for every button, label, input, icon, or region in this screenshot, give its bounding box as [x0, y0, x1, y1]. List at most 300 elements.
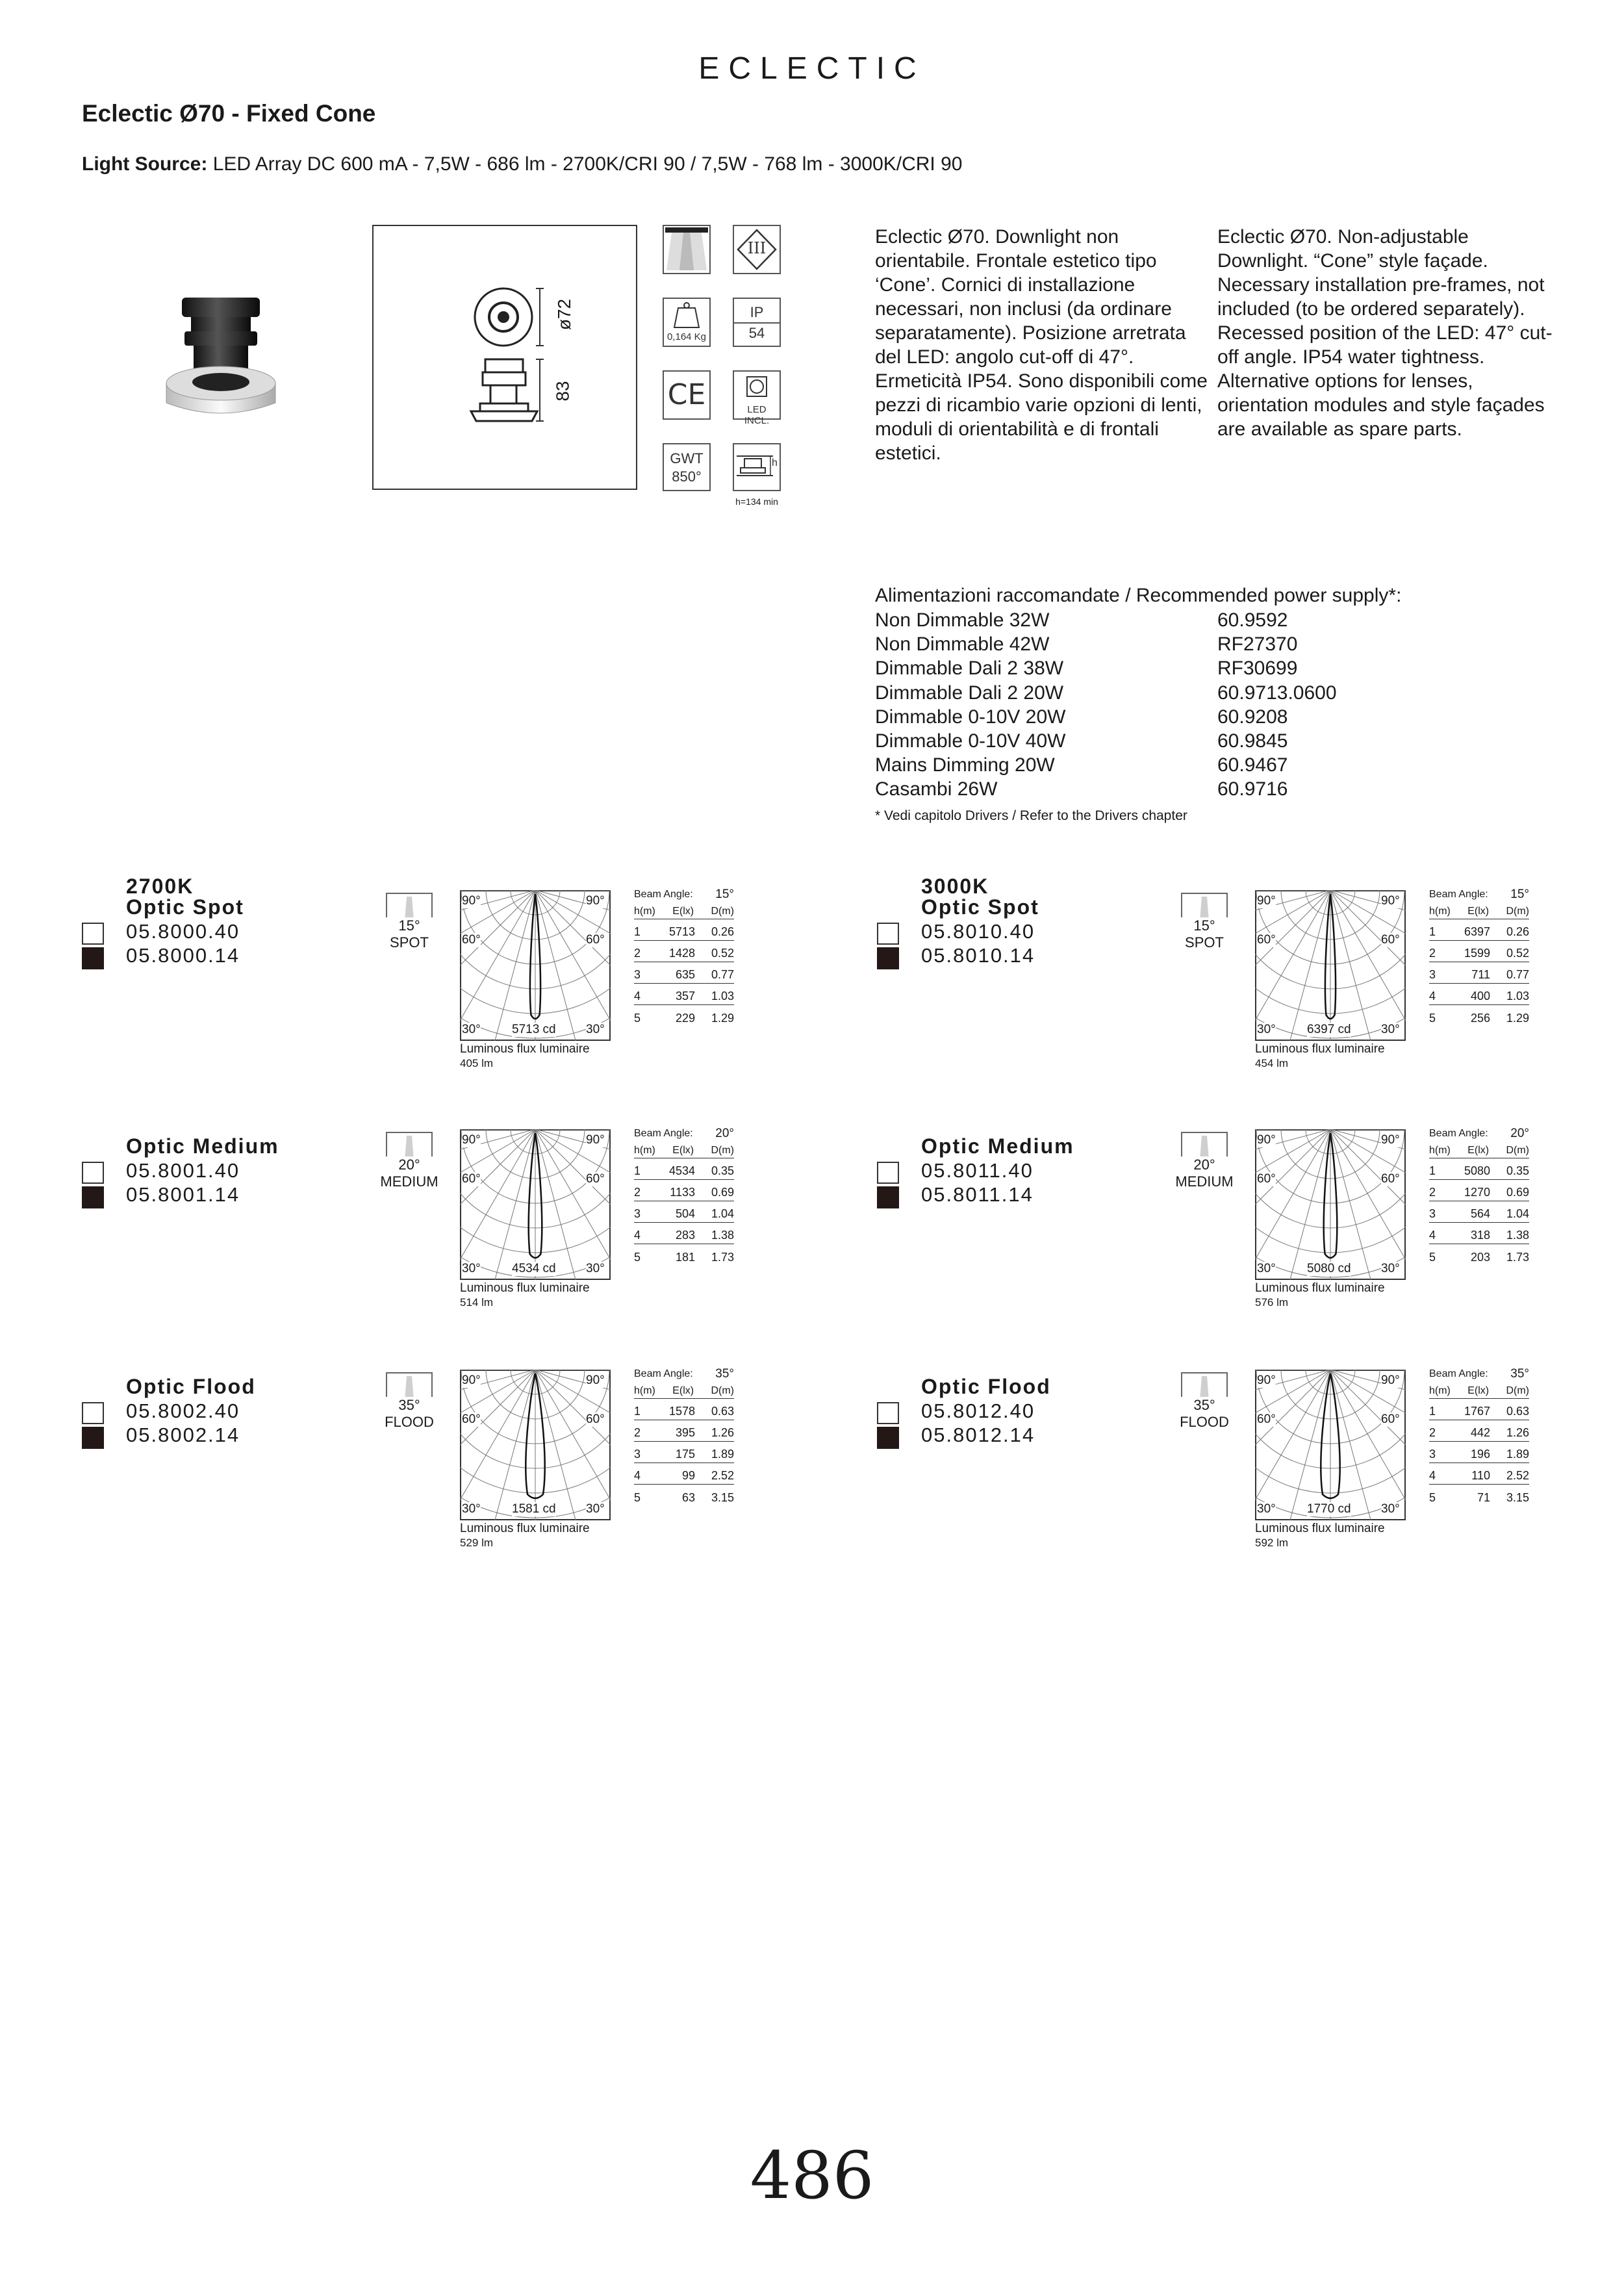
- table-row: [1429, 1442, 1529, 1463]
- row-illuminance: 635: [675, 968, 695, 981]
- e-column-header: E(lx): [672, 1145, 694, 1156]
- table-row: [634, 1201, 734, 1223]
- table-row: [634, 1005, 734, 1027]
- product-code: 05.8001.14: [126, 1183, 240, 1206]
- table-row: [634, 1223, 734, 1244]
- polar-grid: [1255, 1129, 1406, 1280]
- table-row: [634, 962, 734, 984]
- row-illuminance: 181: [675, 1251, 695, 1264]
- candela-value: 4534 cd: [512, 1262, 556, 1275]
- row-diameter: 1.73: [1506, 1251, 1529, 1264]
- row-height: 3: [634, 1207, 641, 1220]
- d-column-header: D(m): [711, 1145, 734, 1156]
- polar-angle-label: 30°: [1381, 1262, 1400, 1275]
- row-diameter: 2.52: [1506, 1469, 1529, 1482]
- row-illuminance: 6397: [1464, 925, 1490, 938]
- row-illuminance: 63: [681, 1491, 695, 1504]
- optic-name: Optic Spot: [921, 895, 1039, 919]
- beam-type-label: FLOOD: [1180, 1414, 1229, 1430]
- beam-angle-header: [1429, 1123, 1529, 1145]
- table-row: [634, 1420, 734, 1442]
- row-diameter: 0.63: [1506, 1405, 1529, 1418]
- table-row: [634, 1244, 734, 1266]
- product-code: 05.8012.14: [921, 1424, 1035, 1446]
- power-supply-note: * Vedi capitolo Drivers / Refer to the Drivers chapter: [875, 808, 1187, 823]
- black-finish-swatch: [877, 1427, 899, 1449]
- product-title: Eclectic Ø70 - Fixed Cone: [82, 100, 376, 127]
- gwt-label: GWT: [670, 450, 704, 466]
- led-included-icon: [733, 370, 781, 426]
- row-diameter: 2.52: [711, 1469, 734, 1482]
- polar-angle-label: 60°: [1257, 1172, 1276, 1186]
- row-illuminance: 256: [1470, 1012, 1490, 1025]
- row-illuminance: 5080: [1464, 1164, 1490, 1177]
- photometric-table: [634, 1363, 734, 1506]
- row-height: 5: [634, 1012, 641, 1025]
- beam-angle-number: 20°: [1510, 1127, 1529, 1140]
- row-diameter: 3.15: [1506, 1491, 1529, 1504]
- description-italian: Eclectic Ø70. Downlight non orientabile. Frontale estetico tipo ‘Cone’. Cornici di installazione necessari, non inclusi (da ordinare separatamente). Posizione arretrata del LED: angolo cut-off di 47°. Ermeticità IP54. Sono disponibili come pezzi di ricambio varie opzioni di lenti, moduli di orientabilità e di frontali estetici.: [875, 226, 1208, 464]
- polar-angle-label: 30°: [462, 1023, 481, 1036]
- row-diameter: 0.35: [711, 1164, 734, 1177]
- row-illuminance: 110: [1471, 1469, 1490, 1482]
- row-illuminance: 711: [1471, 968, 1490, 981]
- row-height: 2: [1429, 1186, 1436, 1199]
- row-diameter: 0.69: [1506, 1186, 1529, 1199]
- optic-name: Optic Flood: [921, 1375, 1051, 1398]
- row-height: 1: [634, 1405, 641, 1418]
- table-row: [634, 941, 734, 962]
- row-height: 1: [1429, 925, 1436, 938]
- optic-name: Optic Medium: [126, 1134, 279, 1158]
- row-diameter: 1.73: [711, 1251, 734, 1264]
- photometric-table: [1429, 1363, 1529, 1506]
- table-row: [1429, 919, 1529, 941]
- candela-value: 1581 cd: [512, 1502, 556, 1516]
- polar-angle-label: 90°: [1381, 894, 1400, 908]
- power-supply-code: RF30699: [1217, 658, 1298, 680]
- install-min-label: h=134 min: [735, 496, 778, 507]
- diameter-dimension: ø72: [554, 298, 575, 331]
- table-header: [1429, 1145, 1529, 1158]
- row-diameter: 0.77: [711, 968, 734, 981]
- polar-angle-label: 90°: [462, 1373, 481, 1387]
- beam-type-label: FLOOD: [385, 1414, 434, 1430]
- temperature-label: 2700K: [126, 875, 194, 898]
- row-height: 5: [1429, 1251, 1436, 1264]
- beam-angle-header: [634, 1123, 734, 1145]
- candela-value: 1770 cd: [1307, 1502, 1351, 1516]
- polar-angle-label: 60°: [1257, 933, 1276, 947]
- row-diameter: 1.03: [711, 990, 734, 1003]
- row-height: 5: [634, 1491, 641, 1504]
- row-illuminance: 564: [1470, 1207, 1490, 1220]
- row-height: 2: [1429, 947, 1436, 960]
- polar-angle-label: 60°: [1381, 933, 1400, 947]
- polar-angle-label: 60°: [1381, 1172, 1400, 1186]
- polar-angle-label: 90°: [586, 1373, 605, 1387]
- luminous-flux-label: Luminous flux luminaire: [460, 1522, 590, 1535]
- beam-angle-number: 20°: [715, 1127, 734, 1140]
- row-diameter: 0.26: [1506, 925, 1529, 938]
- installation-height-icon: [733, 443, 781, 491]
- table-row: [1429, 1158, 1529, 1180]
- table-row: [1429, 1244, 1529, 1266]
- row-height: 1: [1429, 1405, 1436, 1418]
- polar-angle-label: 60°: [586, 933, 605, 947]
- beam-angle-number: 35°: [715, 1367, 734, 1381]
- power-supply-code: 60.9845: [1217, 730, 1288, 752]
- row-height: 5: [634, 1251, 641, 1264]
- polar-angle-label: 30°: [1257, 1023, 1276, 1036]
- beam-angle-header: [634, 884, 734, 906]
- e-column-header: E(lx): [672, 906, 694, 917]
- row-height: 1: [634, 925, 641, 938]
- row-diameter: 0.52: [1506, 947, 1529, 960]
- polar-angle-label: 90°: [1257, 1133, 1276, 1147]
- white-finish-swatch: [82, 1402, 104, 1424]
- h-column-header: h(m): [1429, 1145, 1451, 1156]
- row-height: 4: [1429, 1229, 1436, 1242]
- brand-title: ECLECTIC: [698, 51, 926, 86]
- row-diameter: 1.04: [711, 1207, 734, 1220]
- polar-grid: [460, 1129, 611, 1280]
- row-illuminance: 400: [1470, 990, 1490, 1003]
- row-diameter: 1.26: [1506, 1426, 1529, 1439]
- product-code: 05.8011.40: [921, 1159, 1034, 1182]
- power-supply-name: Non Dimmable 32W: [875, 609, 1050, 631]
- d-column-header: D(m): [711, 906, 734, 917]
- row-illuminance: 5713: [668, 925, 695, 938]
- beam-type-label: SPOT: [390, 934, 429, 951]
- row-illuminance: 175: [675, 1448, 695, 1461]
- row-diameter: 1.89: [1506, 1448, 1529, 1461]
- polar-diagram: [460, 1370, 611, 1520]
- polar-grid: [1255, 890, 1406, 1041]
- polar-angle-label: 30°: [1257, 1502, 1276, 1516]
- candela-value: 5713 cd: [512, 1023, 556, 1036]
- gwt-icon: [663, 443, 711, 491]
- polar-angle-label: 30°: [586, 1262, 605, 1275]
- beam-angle-label: Beam Angle:: [634, 1368, 693, 1379]
- polar-angle-label: 90°: [462, 894, 481, 908]
- beam-type-label: SPOT: [1185, 934, 1224, 951]
- power-supply-name: Mains Dimming 20W: [875, 754, 1055, 776]
- table-header: [1429, 906, 1529, 919]
- luminous-flux-value: 514 lm: [460, 1296, 494, 1309]
- description-english: Eclectic Ø70. Non-adjustable Downlight. “Cone” style façade. Necessary installation pre-frames, not included (to be ordered separately). Recessed position of the LED: 47° cut-off angle. IP54 water tightness. Alternative options for lenses, orientation modules and style façades are available as spare parts.: [1217, 226, 1553, 440]
- power-supply-title: Alimentazioni raccomandate / Recommended power supply*:: [875, 585, 1402, 606]
- black-finish-swatch: [82, 947, 104, 969]
- power-supply-code: 60.9208: [1217, 706, 1288, 728]
- beam-angle-value: 15°: [380, 917, 438, 934]
- table-row: [634, 1399, 734, 1420]
- polar-angle-label: 60°: [1381, 1412, 1400, 1426]
- light-source: [82, 153, 962, 175]
- row-height: 4: [634, 990, 641, 1003]
- table-row: [1429, 1180, 1529, 1201]
- table-row: [1429, 1005, 1529, 1027]
- row-diameter: 1.38: [711, 1229, 734, 1242]
- row-height: 1: [634, 1164, 641, 1177]
- h-column-header: h(m): [1429, 1385, 1451, 1396]
- white-finish-swatch: [877, 1402, 899, 1424]
- ip-label: IP: [750, 304, 764, 320]
- power-supply-code: 60.9716: [1217, 778, 1288, 800]
- power-supply-code: 60.9467: [1217, 754, 1288, 776]
- luminous-flux-value: 576 lm: [1255, 1296, 1289, 1309]
- beam-angle-label: Beam Angle:: [634, 1128, 693, 1139]
- white-finish-swatch: [82, 1162, 104, 1184]
- polar-angle-label: 30°: [462, 1262, 481, 1275]
- h-column-header: h(m): [634, 906, 655, 917]
- beam-angle-number: 15°: [715, 888, 734, 901]
- black-finish-swatch: [877, 947, 899, 969]
- polar-angle-label: 90°: [1381, 1373, 1400, 1387]
- product-photo: [162, 286, 279, 435]
- polar-angle-label: 90°: [1257, 894, 1276, 908]
- polar-angle-label: 60°: [462, 1172, 481, 1186]
- row-height: 2: [1429, 1426, 1436, 1439]
- power-supply-code: 60.9592: [1217, 609, 1288, 631]
- beam-angle-value: 20°: [1175, 1156, 1234, 1173]
- ip-rating-icon: [733, 298, 781, 347]
- row-diameter: 0.52: [711, 947, 734, 960]
- row-illuminance: 99: [681, 1469, 695, 1482]
- row-height: 3: [634, 1448, 641, 1461]
- luminous-flux-value: 529 lm: [460, 1537, 494, 1549]
- weight-icon: [663, 298, 711, 347]
- row-illuminance: 442: [1470, 1426, 1490, 1439]
- row-diameter: 1.03: [1506, 990, 1529, 1003]
- polar-angle-label: 90°: [586, 894, 605, 908]
- row-height: 3: [634, 968, 641, 981]
- row-illuminance: 1428: [668, 947, 695, 960]
- beam-angle-label: Beam Angle:: [1429, 1128, 1488, 1139]
- h-column-header: h(m): [634, 1385, 655, 1396]
- row-height: 5: [1429, 1012, 1436, 1025]
- beam-angle-value: 15°: [1175, 917, 1234, 934]
- row-illuminance: 283: [675, 1229, 695, 1242]
- beam-angle-label: Beam Angle:: [634, 889, 693, 900]
- power-supply-name: Dimmable Dali 2 38W: [875, 658, 1064, 680]
- table-row: [634, 1463, 734, 1485]
- table-row: [1429, 1485, 1529, 1506]
- beam-angle-label: Beam Angle:: [1429, 889, 1488, 900]
- dimension-drawing-svg: [374, 226, 636, 489]
- row-height: 4: [1429, 1469, 1436, 1482]
- power-supply-name: Dimmable 0-10V 40W: [875, 730, 1066, 752]
- table-row: [634, 919, 734, 941]
- row-diameter: 0.35: [1506, 1164, 1529, 1177]
- polar-grid: [460, 1370, 611, 1520]
- polar-angle-label: 90°: [586, 1133, 605, 1147]
- page-number: 486: [750, 2138, 874, 2214]
- power-supply-name: Dimmable Dali 2 20W: [875, 682, 1064, 704]
- row-diameter: 1.38: [1506, 1229, 1529, 1242]
- beam-angle-header: [1429, 1363, 1529, 1385]
- e-column-header: E(lx): [672, 1385, 694, 1396]
- d-column-header: D(m): [711, 1385, 734, 1396]
- row-illuminance: 504: [675, 1207, 695, 1220]
- ce-mark-icon: CE: [663, 370, 711, 420]
- table-row: [634, 1485, 734, 1506]
- product-code: 05.8002.40: [126, 1399, 240, 1422]
- polar-diagram: [1255, 890, 1406, 1041]
- polar-angle-label: 60°: [462, 933, 481, 947]
- table-row: [1429, 1223, 1529, 1244]
- black-finish-swatch: [877, 1186, 899, 1208]
- table-row: [1429, 941, 1529, 962]
- beam-angle-number: 15°: [1510, 888, 1529, 901]
- polar-angle-label: 30°: [1381, 1023, 1400, 1036]
- table-header: [1429, 1385, 1529, 1399]
- row-diameter: 0.69: [711, 1186, 734, 1199]
- fixed-downlight-icon: [663, 225, 711, 274]
- h-column-header: h(m): [634, 1145, 655, 1156]
- polar-grid: [1255, 1370, 1406, 1520]
- light-source-value: LED Array DC 600 mA - 7,5W - 686 lm - 2700K/CRI 90 / 7,5W - 768 lm - 3000K/CRI 90: [212, 153, 963, 175]
- product-code: 05.8001.40: [126, 1159, 240, 1182]
- height-dimension: 83: [552, 381, 573, 402]
- row-diameter: 3.15: [711, 1491, 734, 1504]
- row-diameter: 0.77: [1506, 968, 1529, 981]
- polar-angle-label: 30°: [1381, 1502, 1400, 1516]
- polar-diagram: [460, 1129, 611, 1280]
- photometric-table: [1429, 1123, 1529, 1266]
- row-illuminance: 71: [1477, 1491, 1490, 1504]
- product-code: 05.8000.14: [126, 944, 240, 967]
- row-height: 4: [1429, 990, 1436, 1003]
- row-illuminance: 196: [1470, 1448, 1490, 1461]
- polar-diagram: [1255, 1370, 1406, 1520]
- row-illuminance: 395: [675, 1426, 695, 1439]
- polar-angle-label: 90°: [1381, 1133, 1400, 1147]
- product-code: 05.8012.40: [921, 1399, 1035, 1422]
- table-row: [1429, 1420, 1529, 1442]
- optic-name: Optic Medium: [921, 1134, 1074, 1158]
- product-code: 05.8002.14: [126, 1424, 240, 1446]
- product-code: 05.8010.14: [921, 944, 1035, 967]
- polar-angle-label: 30°: [1257, 1262, 1276, 1275]
- optic-name: Optic Flood: [126, 1375, 256, 1398]
- power-supply-code: 60.9713.0600: [1217, 682, 1337, 704]
- white-finish-swatch: [877, 923, 899, 945]
- table-row: [1429, 962, 1529, 984]
- power-supply-name: Non Dimmable 42W: [875, 633, 1050, 656]
- photometric-table: [634, 884, 734, 1027]
- luminous-flux-label: Luminous flux luminaire: [1255, 1281, 1385, 1295]
- polar-angle-label: 90°: [1257, 1373, 1276, 1387]
- candela-value: 5080 cd: [1307, 1262, 1351, 1275]
- beam-type-label: MEDIUM: [1175, 1173, 1234, 1190]
- power-supply-name: Dimmable 0-10V 20W: [875, 706, 1066, 728]
- gwt-value: 850°: [672, 468, 702, 485]
- temperature-label: 3000K: [921, 875, 989, 898]
- photometric-table: [1429, 884, 1529, 1027]
- row-height: 4: [634, 1229, 641, 1242]
- d-column-header: D(m): [1506, 1145, 1529, 1156]
- polar-angle-label: 60°: [462, 1412, 481, 1426]
- polar-angle-label: 60°: [586, 1172, 605, 1186]
- beam-angle-value: 35°: [1175, 1397, 1234, 1414]
- install-h-label: h: [772, 457, 778, 468]
- row-height: 4: [634, 1469, 641, 1482]
- row-height: 3: [1429, 1448, 1436, 1461]
- power-supply-name: Casambi 26W: [875, 778, 998, 800]
- row-diameter: 1.04: [1506, 1207, 1529, 1220]
- row-diameter: 1.89: [711, 1448, 734, 1461]
- white-finish-swatch: [877, 1162, 899, 1184]
- polar-angle-label: 30°: [586, 1502, 605, 1516]
- luminous-flux-label: Luminous flux luminaire: [460, 1281, 590, 1295]
- light-source-label: Light Source:: [82, 153, 208, 175]
- row-height: 5: [1429, 1491, 1436, 1504]
- power-supply-code: RF27370: [1217, 633, 1298, 656]
- table-row: [634, 984, 734, 1005]
- optic-name: Optic Spot: [126, 895, 244, 919]
- beam-angle-header: [634, 1363, 734, 1385]
- row-illuminance: 1133: [670, 1186, 695, 1199]
- table-header: [634, 906, 734, 919]
- row-diameter: 0.63: [711, 1405, 734, 1418]
- row-illuminance: 203: [1470, 1251, 1490, 1264]
- row-illuminance: 1270: [1464, 1186, 1490, 1199]
- table-header: [634, 1145, 734, 1158]
- beam-angle-value: 35°: [380, 1397, 438, 1414]
- row-illuminance: 1599: [1464, 947, 1490, 960]
- ip-value: 54: [734, 322, 780, 343]
- table-row: [634, 1180, 734, 1201]
- polar-angle-label: 60°: [1257, 1412, 1276, 1426]
- beam-angle-number: 35°: [1510, 1367, 1529, 1381]
- row-height: 2: [634, 1426, 641, 1439]
- table-row: [1429, 984, 1529, 1005]
- table-row: [634, 1158, 734, 1180]
- e-column-header: E(lx): [1467, 1385, 1490, 1396]
- row-illuminance: 4534: [668, 1164, 695, 1177]
- row-illuminance: 1578: [668, 1405, 695, 1418]
- beam-angle-value: 20°: [380, 1156, 438, 1173]
- row-height: 1: [1429, 1164, 1436, 1177]
- class-iii-icon: [733, 225, 781, 274]
- class-iii-label: III: [747, 239, 767, 257]
- led-included-label: LED INCL.: [744, 404, 770, 426]
- table-row: [1429, 1201, 1529, 1223]
- table-row: [634, 1442, 734, 1463]
- dimension-drawing: [372, 225, 637, 490]
- black-finish-swatch: [82, 1427, 104, 1449]
- polar-diagram: [460, 890, 611, 1041]
- polar-diagram: [1255, 1129, 1406, 1280]
- row-height: 2: [634, 1186, 641, 1199]
- e-column-header: E(lx): [1467, 1145, 1490, 1156]
- beam-angle-header: [1429, 884, 1529, 906]
- luminous-flux-label: Luminous flux luminaire: [460, 1042, 590, 1056]
- weight-value: 0,164 Kg: [666, 331, 707, 342]
- beam-angle-label: Beam Angle:: [1429, 1368, 1488, 1379]
- row-diameter: 1.29: [1506, 1012, 1529, 1025]
- luminous-flux-value: 592 lm: [1255, 1537, 1289, 1549]
- row-diameter: 1.26: [711, 1426, 734, 1439]
- luminous-flux-label: Luminous flux luminaire: [1255, 1042, 1385, 1056]
- row-illuminance: 318: [1470, 1229, 1490, 1242]
- table-row: [1429, 1399, 1529, 1420]
- row-diameter: 1.29: [711, 1012, 734, 1025]
- d-column-header: D(m): [1506, 906, 1529, 917]
- row-illuminance: 357: [675, 990, 695, 1003]
- luminous-flux-value: 454 lm: [1255, 1057, 1289, 1069]
